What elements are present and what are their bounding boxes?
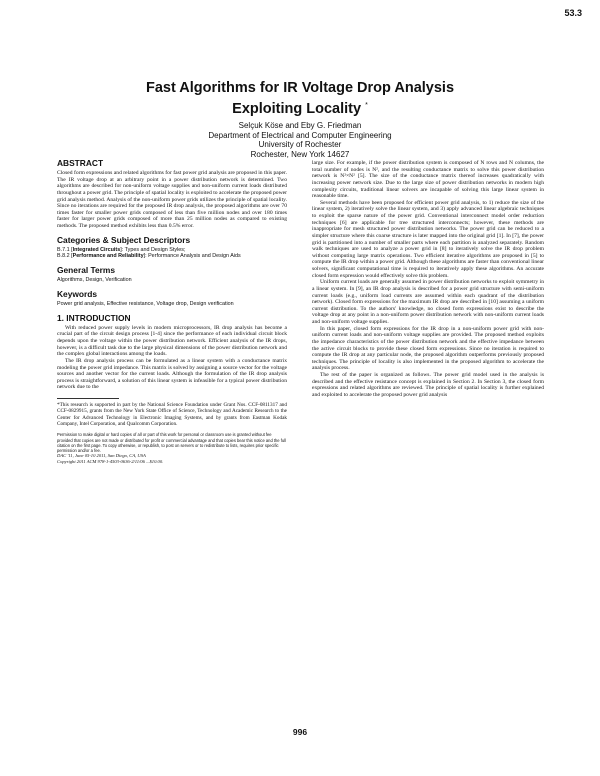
conference-line: DAC '11, June 05-10 2011, San Diego, CA, USA (57, 453, 146, 459)
page-number: 996 (292, 727, 308, 737)
left-column (57, 158, 287, 465)
introduction-heading: 1. INTRODUCTION (57, 312, 131, 323)
keywords-text: Power grid analysis, Effective resistance, Voltage drop, Design verification (57, 301, 234, 308)
author-names: Selçuk Köse and Eby G. Friedman (238, 121, 362, 130)
abstract-heading: ABSTRACT (57, 158, 104, 168)
footnote-rule (57, 398, 119, 399)
copyright-line: Copyright 2011 ACM 978-1-4503-0636-2/11/06 ...$10.00. (57, 459, 164, 465)
category-1-rest: ]: Types and Design Styles; (120, 246, 186, 253)
keywords-heading: Keywords (57, 289, 98, 300)
right-paragraph-5: The rest of the paper is organized as follows. The power grid model used in the analysis is described and the effective resistance concept is explained in Section 2. In Section 3, the closed form expressions and related algorithms are reviewed. The principle of spatial locality is further explained and exploited to accelerate the proposed power grid analysis (312, 372, 544, 398)
general-terms-text: Algorithms, Design, Verification (57, 277, 132, 284)
category-1-name: Integrated Circuits (72, 246, 121, 253)
right-paragraph-2: Several methods have been proposed for efficient power grid analysis, to 1) reduce the size of the linear system, 2) iteratively solve the linear system, and 3) apply advanced linear algebraic techniques to exploit the sparse nature of the power grid. Conventional interconnect model order reduction techniques [6] are applicable for tree structured interconnects; however, these methods are inappropriate for mesh structured power distribution networks. The power grid can be reduced to a simpler structure where this coarse structure is later mapped into the original grid [1]. In [7], the power grid is partitioned into a number of smaller parts where each partition is analyzed separately. Random walk techniques are used to analyze a power grid in [8] to iteratively solve the IR drop problem without computing large matrix operations. Two efficient iterative algorithms are proposed in [5] to compute the IR drop within a power grid. Although these algorithms are faster than conventional linear solvers, significant computational time is required to iteratively apply these algorithms. An accurate closed form expression would effectively solve this problem. (312, 199, 544, 279)
intro-paragraph-2: The IR drop analysis process can be formulated as a linear system with a conductance matrix modeling the power grid impedance. This matrix is solved by assigning a source vector for the voltage sources and another vector for the current loads. Although the formulation of the IR drop analysis process is straightforward, a solution of this linear system is infeasible for a typical power distribution network due to the (57, 357, 287, 391)
author-university: University of Rochester (258, 140, 342, 150)
title-footnote-mark: * (365, 102, 368, 109)
category-line-1 (57, 247, 287, 254)
abstract-text: Closed form expressions and related algorithms for fast power grid analysis are proposed in this paper. The IR voltage drop at an arbitrary point in a power distribution network is determined. Two algorithms are described for non-uniform voltage supplies and non-uniform current loads distributed throughout a power grid. The principle of spatial locality is exploited to accelerate the proposed power grid analysis method. Analysis of the non-uniform power grids utilizes the principle of spatial locality. Since no iterations are required for the proposed IR drop analysis, the proposed algorithms are over 70 times faster for smaller power grids composed of less than five million nodes and over 180 times faster for larger power grids composed of more than 25 million nodes as compared to existing methods. The proposed method exhibits less than 0.5% error. (57, 170, 287, 229)
title-line-1: Fast Algorithms for IR Voltage Drop Analysis (145, 80, 455, 96)
author-block (0, 121, 600, 159)
session-number: 53.3 (564, 8, 582, 18)
right-column (312, 160, 544, 399)
category-2-code: B.8.2 [ (57, 253, 73, 260)
right-paragraph-3: Uniform current loads are generally assumed in power distribution networks to exploit symmetry in a linear system. In [9], an IR drop analysis is described for a power grid structure with semi-uniform current loads (e.g., uniform load currents are assumed within each quadrant of the distribution network). Closed form expressions for the maximum IR drop are described in [10] assuming a uniform current distribution. To the authors' knowledge, no closed form expressions exist to describe the voltage drop at any point in a non-uniform power distribution network with non-uniform current loads and non-uniform voltage supplies. (312, 279, 544, 325)
category-2-name: Performance and Reliability (72, 253, 144, 260)
funding-footnote: *This research is supported in part by the National Science Foundation under Grant Nos. CCF-0811317 and CCF-0829915, grants from the New York State Office of Science, Technology and Academic Research to the Center for Advanced Technology in Electronic Imaging Systems, and by grants from Eastman Kodak Company, Intel Corporation, and Qualcomm Corporation. (57, 402, 287, 427)
title-line-2 (0, 97, 600, 118)
right-paragraph-1: large size. For example, if the power distribution system is composed of N rows and N columns, the total number of nodes is N², and the resulting conductance matrix to solve this power distribution network is N²×N² [5]. The size of the conductance matrix thereof increases quadratically with increasing power network size. Due to the large size of power distribution networks in modern high complexity circuits, traditional linear solvers are incapable of solving this large linear system in reasonable time. (312, 160, 544, 200)
category-2-rest: ]: Performance Analysis and Design Aids (143, 253, 241, 260)
author-department: Department of Electrical and Computer Engineering (208, 130, 392, 140)
title-line-2-text: Exploiting Locality (232, 100, 362, 117)
categories-heading: Categories & Subject Descriptors (57, 234, 191, 245)
intro-paragraph-1: With reduced power supply levels in modern microprocessors, IR drop analysis has become a crucial part of the circuit design process [1-4] since the performance of each individual circuit block depends upon the voltage within the power distribution network. Efficient analysis of the IR drops, however, is a difficult task due to the large physical dimensions of the power distribution network and the complex global interactions among the loads. (57, 324, 287, 358)
permission-notice: Permission to make digital or hard copies of all or part of this work for personal or classroom use is granted without fee provided that copies are not made or distributed for profit or commercial advantage and that copies bear this notice and the full citation on the first page. To copy otherwise, or republish, to post on servers or to redistribute to lists, requires prior specific permission and/or a fee. (57, 432, 286, 454)
author-city: Rochester, New York 14627 (250, 149, 350, 159)
paper-title (0, 80, 600, 118)
category-line-2 (57, 253, 287, 260)
category-1-code: B.7.1 [ (57, 246, 73, 253)
right-paragraph-4: In this paper, closed form expressions for the IR drop in a non-uniform power grid with non-uniform current loads and non-uniform voltage supplies are provided. The proposed method exploits the impedance characteristics of the power distribution network and the effective impedance between the active circuit blocks to provide these closed form expressions. Since no iteration is required to compute the IR drop at any particular node, the proposed algorithm outperforms previously proposed techniques. The principle of locality is also implemented in the proposed algorithm to accelerate the analysis process. (312, 325, 544, 372)
general-terms-heading: General Terms (57, 265, 116, 276)
